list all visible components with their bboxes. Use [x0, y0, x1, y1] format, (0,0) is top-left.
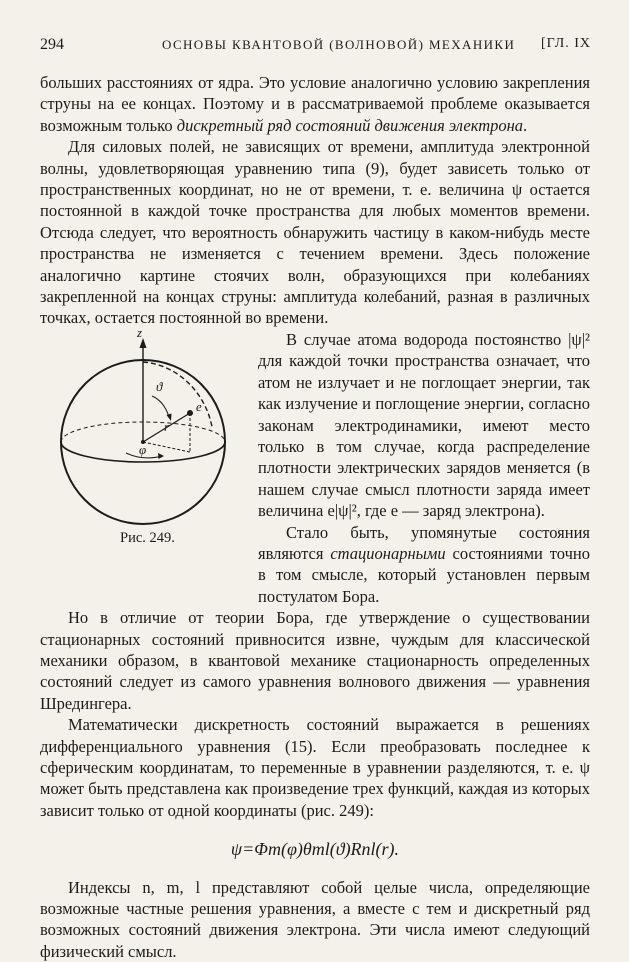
chapter-marker: [ГЛ. IX [541, 36, 591, 51]
paragraph-1-text: больших расстояниях от ядра. Это условие аналогично условию закрепления струны на ее концах. Поэтому и в рассматриваемой проблеме оказывается возможным только [40, 73, 590, 135]
page-number: 294 [40, 36, 64, 53]
running-title: ОСНОВЫ КВАНТОВОЙ (ВОЛНОВОЙ) МЕХАНИКИ [162, 37, 516, 52]
label-e: e [196, 398, 202, 414]
running-header [40, 36, 591, 58]
label-z: z [137, 328, 143, 340]
figure-caption: Рис. 249. [120, 529, 175, 546]
projection-radius [143, 442, 190, 452]
label-theta: ϑ [156, 378, 163, 394]
phi-arrowhead [158, 453, 164, 459]
paragraph-4-text: Стало быть, упомянутые состояния являются [258, 522, 590, 563]
meridian-arc [143, 362, 212, 427]
figure-249 [40, 329, 246, 601]
label-phi: φ [139, 441, 147, 457]
paragraph-5: Но в отличие от теории Бора, где утверждение о существовании стационарных состояний привносится извне, чуждым для классической механики образом, в квантовой механике стационарность определенных состояний следует из самого уравнения волнового движения — уравнения Шредингера. [40, 608, 590, 713]
paragraph-4-italic: стационарными [330, 543, 446, 563]
paragraph-1-end: . [523, 115, 528, 135]
equation: ψ=Φm(φ)θml(ϑ)Rnl(r). [230, 839, 400, 860]
paragraph-2: Для силовых полей, не зависящих от времени, амплитуда электронной волны, удовлетворяющая уравнению типа (9), будет зависеть только от пространственных координат, но не от времени, т. е. величина ψ остается постоянной в каждой точке пространства для любых моментов времени. Отсюда следует, что вероятность обнаружить частицу в каком-нибудь месте пространства не изменяется с течением времени. Здесь положение аналогично картине стоячих волн, образующихся при колебаниях закрепленной на концах струны: амплитуда колебаний, разная в различных точках, остается постоянной во времени. [40, 137, 590, 328]
paragraph-3: В случае атома водорода постоянство |ψ|² для каждой точки пространства означает, что атом не излучает и не поглощает энергии, так как излучение и поглощение энергии, согласно законам электродинамики, имеют место только в том случае, когда распределение плотности электрических зарядов меняется (в нашем случае смысл плотности заряда имеет величина e|ψ|², где e — заряд электрона). [258, 329, 590, 521]
paragraph-7: Индексы n, m, l представляют собой целые числа, определяющие возможные частные решения уравнения, а вместе с тем и дискретный ряд возможных состояний движения электрона. Эти числа имеют следующий физический смысл. [40, 877, 590, 961]
paragraph-1 [40, 72, 590, 136]
theta-arc [152, 396, 169, 417]
paragraph-4-end: состояниями точно в том смысле, который установлен первым постулатом Бора. [258, 543, 591, 606]
paragraph-1-italic: дискретный ряд состояний движения электрона [176, 115, 524, 135]
electron-point [187, 410, 193, 416]
paragraph-6: Математически дискретность состояний выражается в решениях дифференциального уравнения (15). Если преобразовать последнее к сферическим координатам, то переменные в уравнении разделяются, т. е. ψ может быть представлена как произведение трех функций, каждая из которых зависит только от одной координаты (рис. 249): [40, 715, 590, 820]
label-r: r [164, 418, 170, 434]
body-text [40, 72, 590, 962]
